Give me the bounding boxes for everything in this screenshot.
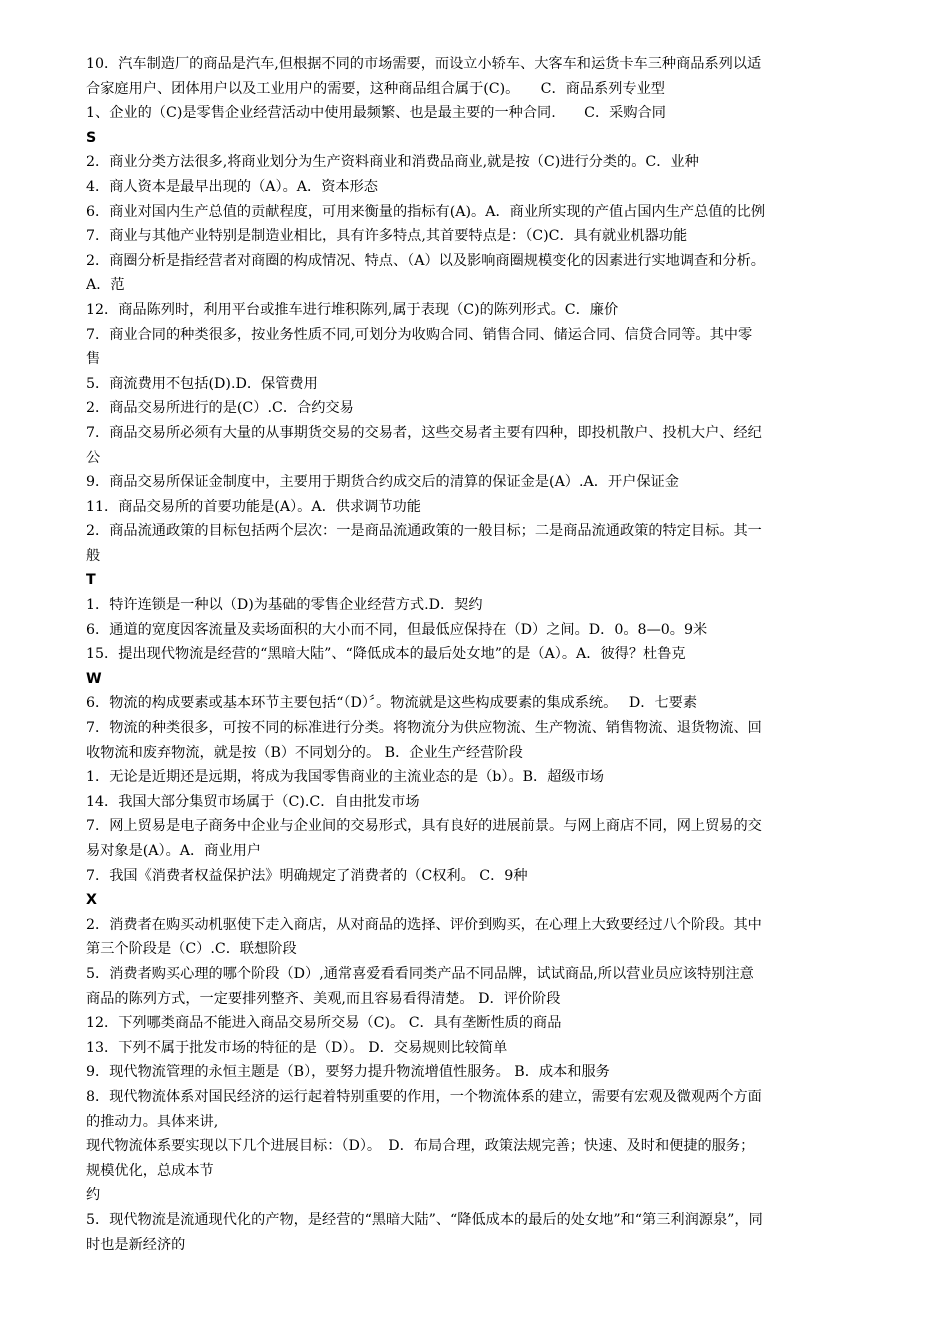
question-line: 2．商品流通政策的目标包括两个层次：一是商品流通政策的一般目标；二是商品流通政策的特定目标。其一 bbox=[86, 523, 762, 540]
question-line: 1．无论是近期还是远期，将成为我国零售商业的主流业态的是（b）。B．超级市场 bbox=[86, 769, 604, 786]
question-line: 规模优化，总成本节 bbox=[86, 1162, 214, 1179]
question-line: 9．商品交易所保证金制度中，主要用于期货合约成交后的清算的保证金是(A）.A．开户保证金 bbox=[86, 474, 679, 491]
question-line: 的推动力。具体来讲, bbox=[86, 1113, 219, 1130]
section-letter: T bbox=[86, 572, 96, 589]
section-letter: S bbox=[86, 129, 97, 146]
question-line: 12．下列哪类商品不能进入商品交易所交易（C)。 C．具有垄断性质的商品 bbox=[86, 1015, 562, 1032]
question-line: 10．汽车制造厂的商品是汽车,但根据不同的市场需要，而设立小轿车、大客车和运货卡车三种商品系列以适 bbox=[86, 56, 762, 72]
question-line: 12．商品陈列时，利用平台或推车进行堆积陈列,属于表现（C)的陈列形式。C．廉价 bbox=[86, 301, 619, 318]
question-line: 收物流和废弃物流，就是按（B）不同划分的。 B．企业生产经营阶段 bbox=[86, 744, 523, 761]
question-line: 15．提出现代物流是经营的“黑暗大陆”、“降低成本的最后处女地”的是（A）。A．彼得？杜鲁克 bbox=[86, 646, 686, 663]
question-line: 2．商品交易所进行的是(C）.C．合约交易 bbox=[86, 400, 354, 417]
question-line: 1．特许连锁是一种以（D)为基础的零售企业经营方式.D．契约 bbox=[86, 597, 483, 614]
question-line: 9．现代物流管理的永恒主题是（B），要努力提升物流增值性服务。 B．成本和服务 bbox=[86, 1064, 610, 1081]
question-line: 6．商业对国内生产总值的贡献程度，可用来衡量的指标有(A)。A．商业所实现的产值占国内生产总值的比例 bbox=[86, 203, 766, 220]
question-line: 4．商人资本是最早出现的（A）。A．资本形态 bbox=[86, 178, 378, 195]
question-line: 第三个阶段是（C）.C．联想阶段 bbox=[86, 941, 297, 958]
section-letter: X bbox=[86, 892, 97, 909]
question-line: 8．现代物流体系对国民经济的运行起着特别重要的作用，一个物流体系的建立，需要有宏观及微观两个方面 bbox=[86, 1088, 762, 1105]
question-line: 时也是新经济的 bbox=[86, 1236, 186, 1253]
question-line: 1、企业的（C)是零售企业经营活动中使用最频繁、也是最主要的一种合同. C．采购合同 bbox=[86, 105, 666, 122]
question-line: 6．通道的宽度因客流量及卖场面积的大小而不同，但最低应保持在（D）之间。D．0。8—0。9米 bbox=[86, 621, 708, 638]
question-line: 2．消费者在购买动机驱使下走入商店，从对商品的选择、评价到购买，在心理上大致要经过八个阶段。其中 bbox=[86, 916, 762, 933]
section-letter: W bbox=[86, 670, 102, 687]
question-line: 约 bbox=[86, 1187, 101, 1204]
question-line: 11．商品交易所的首要功能是(A）。A．供求调节功能 bbox=[86, 498, 421, 515]
question-line: 5．商流费用不包括(D).D．保管费用 bbox=[86, 375, 318, 392]
question-line: 公 bbox=[86, 449, 101, 466]
question-line: 般 bbox=[86, 547, 101, 564]
question-line: 7．网上贸易是电子商务中企业与企业间的交易形式，具有良好的进展前景。与网上商店不同，网上贸易的交 bbox=[86, 818, 762, 835]
question-line: 合家庭用户、团体用户以及工业用户的需要，这种商品组合属于(C)。 C．商品系列专业型 bbox=[86, 80, 665, 97]
question-line: 2．商圈分析是指经营者对商圈的构成情况、特点、（A）以及影响商圈规模变化的因素进行实地调查和分析。 bbox=[86, 252, 765, 269]
question-line: 7．我国《消费者权益保护法》明确规定了消费者的（C权利。 C．9种 bbox=[86, 867, 528, 884]
question-line: 2．商业分类方法很多,将商业划分为生产资料商业和消费品商业,就是按（C)进行分类的。C．业种 bbox=[86, 154, 699, 171]
question-line: 商品的陈列方式，一定要排列整齐、美观,而且容易看得清楚。 D．评价阶段 bbox=[86, 990, 561, 1007]
question-line: 6．物流的构成要素或基本环节主要包括“（D）〞。物流就是这些构成要素的集成系统。 D．七要素 bbox=[86, 695, 698, 712]
question-line: 7．商业合同的种类很多，按业务性质不同,可划分为收购合同、销售合同、储运合同、信贷合同等。其中零 bbox=[86, 326, 753, 343]
question-line: 易对象是(A）。A．商业用户 bbox=[86, 843, 261, 859]
question-line: 5．消费者购买心理的哪个阶段（D）,通常喜爱看看同类产品不同品牌，试试商品,所以营业员应该特别注意 bbox=[86, 965, 754, 982]
question-line: 现代物流体系要实现以下几个进展目标：（D）。 D．布局合理，政策法规完善；快速、及时和便捷的服务； bbox=[86, 1138, 755, 1155]
question-line: 13．下列不属于批发市场的特征的是（D）。 D．交易规则比较简单 bbox=[86, 1039, 508, 1056]
question-line: 7．商品交易所必须有大量的从事期货交易的交易者，这些交易者主要有四种，即投机散户、投机大户、经纪 bbox=[86, 424, 762, 441]
question-line: A．范 bbox=[86, 277, 125, 294]
question-line: 7．物流的种类很多，可按不同的标准进行分类。将物流分为供应物流、生产物流、销售物流、退货物流、回 bbox=[86, 720, 762, 737]
question-line: 售 bbox=[86, 351, 101, 368]
question-line: 7．商业与其他产业特别是制造业相比，具有许多特点,其首要特点是：（C)C．具有就业机器功能 bbox=[86, 228, 688, 245]
question-line: 14．我国大部分集贸市场属于（C).C．自由批发市场 bbox=[86, 793, 420, 810]
question-line: 5．现代物流是流通现代化的产物，是经营的“黑暗大陆”、“降低成本的最后的处女地”和“第三利润源泉”，同 bbox=[86, 1211, 763, 1228]
